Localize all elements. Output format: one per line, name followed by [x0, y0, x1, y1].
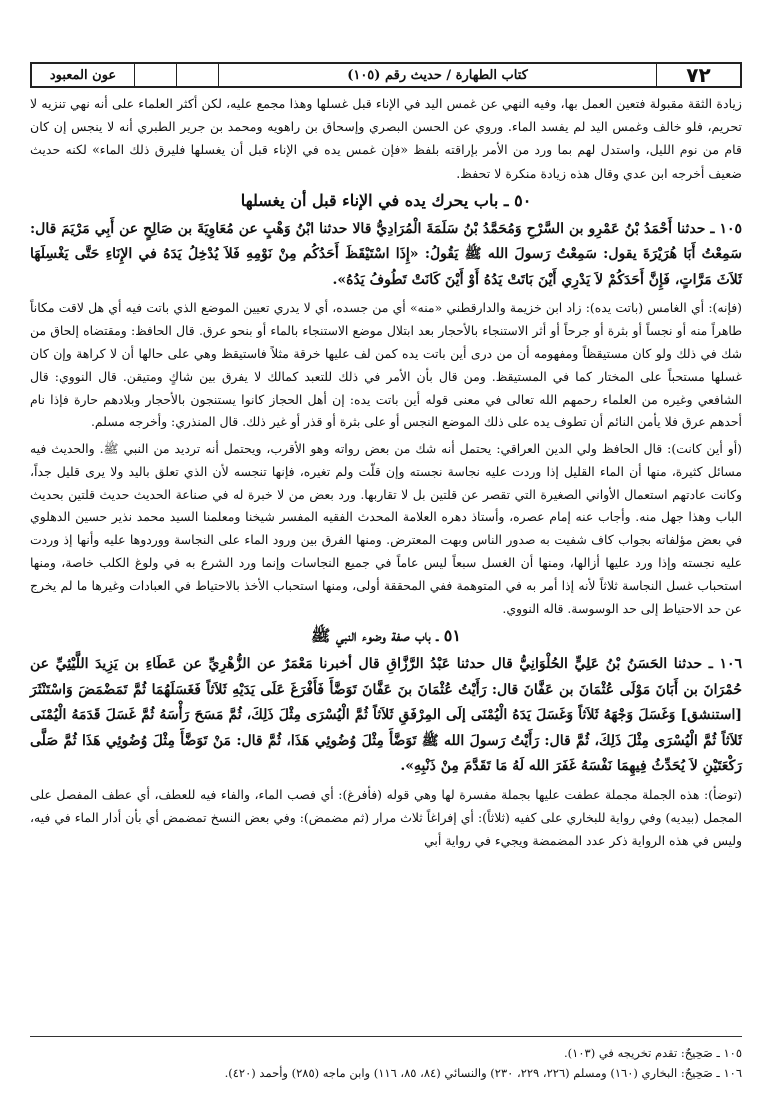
hadith-105: ١٠٥ ـ حدثنا أَحْمَدُ بْنُ عَمْرِو بن السَّرْحِ وَمُحَمَّدُ بْنُ سَلَمَةَ الْمُرَادِيُّ قالا حدثنا ابْنُ وَهْبٍ عن مُعَاوِيَةَ بن صَالِحٍ عن أَبِي مَرْيَمَ قال: سَمِعْتُ أَبَا هُرَيْرَةَ يقول: سَمِعْتُ رَسولَ الله ﷺ يَقُولُ: «إِذَا اسْتَيْقَظَ أَحَدُكُم مِنْ نَوْمِهِ فَلاَ يُدْخِلُ يَدَهُ في الإِنَاءِ حَتَّى يَغْسِلَهَا ثَلاَثَ مَرَّاتٍ، فَإِنَّ أَحَدَكُمْ لاَ يَدْرِي أَيْنَ بَاتَتْ يَدُهُ أَوْ أَيْنَ كَانَتْ تَطُوفُ يَدُهُ». — [30, 220, 742, 288]
running-header — [30, 62, 742, 88]
hadith-106: ١٠٦ ـ حدثنا الحَسَنُ بْنُ عَلِيٍّ الحُلْوَانِيُّ قال حدثنا عَبْدُ الرَّزَّاقِ قال أخبرنا مَعْمَرٌ عن الزُّهْرِيِّ عن عَطَاءِ بن يَزِيدَ اللَّيْثِيِّ عن حُمْرَانَ بن أَبَانَ مَوْلَى عُثْمَانَ بن عَفَّانَ قال: رَأَيْتُ عُثْمَانَ بنَ عَفَّانَ تَوَضَّأَ فَأَفْرَغَ عَلَى يَدَيْهِ ثَلاَثاً فَغَسَلَهُمَا ثُمَّ تَمَضْمَضَ وَاسْتَنْثَرَ [استنشق] وَغَسَلَ وَجْهَهُ ثَلاَثاً وَغَسَلَ يَدَهُ الْيُمْنَى إلَى المِرْفَقِ ثَلاَثاً ثُمَّ الْيُسْرَى مِثْلَ ذَلِكَ، ثُمَّ مَسَحَ رَأْسَهُ ثُمَّ غَسَلَ قَدَمَهُ الْيُمْنَى ثَلاَثاً ثُمَّ الْيُسْرَى مِثْلَ ذَلِكَ، ثُمَّ قال: رَأَيْتُ رَسولَ الله ﷺ تَوَضَّأَ مِثْلَ وُضُوئِي هَذَا، ثُمَّ قال: مَنْ تَوَضَّأَ مِثْلَ وُضُوئِي هَذَا ثُمَّ صَلَّى رَكْعَتَيْنِ لاَ يُحَدِّثُ فِيهِمَا نَفْسَهُ غَفَرَ الله لَهُ مَا تَقَدَّمَ مِنْ ذَنْبِهِ». — [30, 656, 742, 775]
chapter-heading-50: ٥٠ ـ باب يحرك يده في الإناء قبل أن يغسلها — [240, 190, 532, 210]
header-spacer — [176, 64, 218, 86]
chapter-heading-51: ٥١ ـ باب صفة وضوء النبي ﷺ — [311, 626, 461, 646]
intro-paragraph: زيادة الثقة مقبولة فتعين العمل بها، وفيه النهي عن غمس اليد في الإناء قبل غسلها وهذا مجمع عليه، لكن أكثر العلماء على أنه نهي تنزيه لا تحريم، فلو خالف وغمس اليد لم يفسد الماء. وروي عن الحسن البصري وإسحاق بن راهويه ومحمد بن جرير الطبري أنه لا ينجس إن كان قام من نوم الليل، واستدل لهم بما ورد من الأمر بإراقته بلفظ «فإن غمس يده في الإناء قبل أن يغسلها فليرق ذلك الماء» لكنه حديث ضعيف أخرجه ابن عدي وقال هذه زيادة منكرة لا تحفظ. — [30, 96, 742, 181]
page-body — [30, 62, 742, 852]
page-number: ٧٢ — [656, 64, 740, 86]
header-title: كتاب الطهارة / حديث رقم (١٠٥) — [218, 64, 656, 86]
footnote: ١٠٦ ـ صَحِيحٌ: البخاري (١٦٠) ومسلم (٢٢٦، ٢٢٩، ٢٣٠) والنسائي (٨٤، ٨٥، ١١٦) وابن ماجه (٢٨٥) وأحمد (٤٢٠). — [224, 1066, 742, 1080]
book-name: عون المعبود — [49, 67, 117, 83]
footnote: ١٠٥ ـ صَحِيحٌ: تقدم تخريجه في (١٠٣). — [564, 1046, 742, 1060]
commentary-paragraph: (أو أين كانت): قال الحافظ ولي الدين العراقي: يحتمل أنه شك من بعض رواته وهو الأقرب، ويحتمل أنه ترديد من النبي ﷺ. والحديث فيه مسائل كثيرة، منها أن الماء القليل إذا وردت عليه نجاسة نجسته وإن قلّت ولم تغيره، فإنها تنجسه لأن الذي تعلق باليد ولا يرى قليل جداً، وكانت عادتهم استعمال الأواني الصغيرة التي تقصر عن قلتين بل لا تقاربها. ورد بعض من لا خبرة له في صناعة الحديث حديث قلتين بحديث الباب وهذا جهل منه. وأجاب عنه إمام عصره، وأستاذ دهره العلامة المحدث الفقيه المفسر شيخنا ومعلمنا السيد محمد نذير حسين الدهلوي في بعض مؤلفاته بجواب كاف شفيت به صدور الناس وبهت المعترض. ومنها الفرق بين ورود الماء على النجاسة ووردوها عليه وأنها إذ وردت عليه نجسته وإذا ورد عليها أزالها، ومنها أن الغسل سبعاً ليس عاماً في جميع النجاسات وإنما ورد الشرع به في ولوغ الكلب خاصة، ومنها استحباب غسل النجاسة ثلاثاً لأنه إذا أمر به في المتوهمة ففي المحققة أولى، ومنها استحباب الأخذ بالاحتياط في العبادات وغيرها ما لم يخرج عن حد الاحتياط إلى حد الوسوسة. قاله النووي. — [30, 441, 742, 616]
header-spacer — [134, 64, 176, 86]
commentary-paragraph: (توضأ): هذه الجملة مجملة عطفت عليها بجملة مفسرة لها وهي قوله (فأفرغ): أي فصب الماء، والفاء فيه للعطف، أي عطف المفصل على المجمل (بيديه) وفي رواية للبخاري على كفيه (ثلاثاً): أي إفراغاً ثلاث مرار (ثم مضمض): وفي بعض النسخ تمضمض أي بأن أدار الماء في فيه، وليس في هذه الرواية ذكر عدد المضمضة ويجيء في رواية أبي — [30, 786, 742, 848]
footnotes — [30, 1036, 742, 1083]
commentary-paragraph: (فإنه): أي الغامس (باتت يده): زاد ابن خزيمة والدارقطني «منه» أي من جسده، أي لا يدري تعيين الموضع الذي باتت فيه أي هل لاقت مكاناً طاهراً منه أو نجساً أو بثرة أو جرحاً أو أثر الاستنجاء بالأحجار بعد ابتلال موضع الاستنجاء بالماء أو بنحو عرق. قال الحافظ: ومقتضاه إلحاق من شك في ذلك ولو كان مستيقظاً ومفهومه أن من درى أين باتت يده كمن لف عليها خرقة مثلاً فاستيقظ وهي على حالها أن لا كراهة وإن كان غسلها مستحباً على المختار كما في المستيقظ. ومن قال بأن الأمر في ذلك للتعبد كمالك لا يفرق بين شاكٍ ومتيقن. قال النووي: قال الشافعي وغيره من العلماء رحمهم الله تعالى في معنى قوله أين باتت يده: إن أهل الحجاز كانوا يستنجون بالأحجار وبلادهم حارة فإذا نام أحدهم عرق فلا يأمن النائم أن تطوف يده على ذلك الموضع النجس أو على بثرة أو قذر أو غير ذلك. قال المنذري: وأخرجه مسلم. — [30, 300, 742, 430]
